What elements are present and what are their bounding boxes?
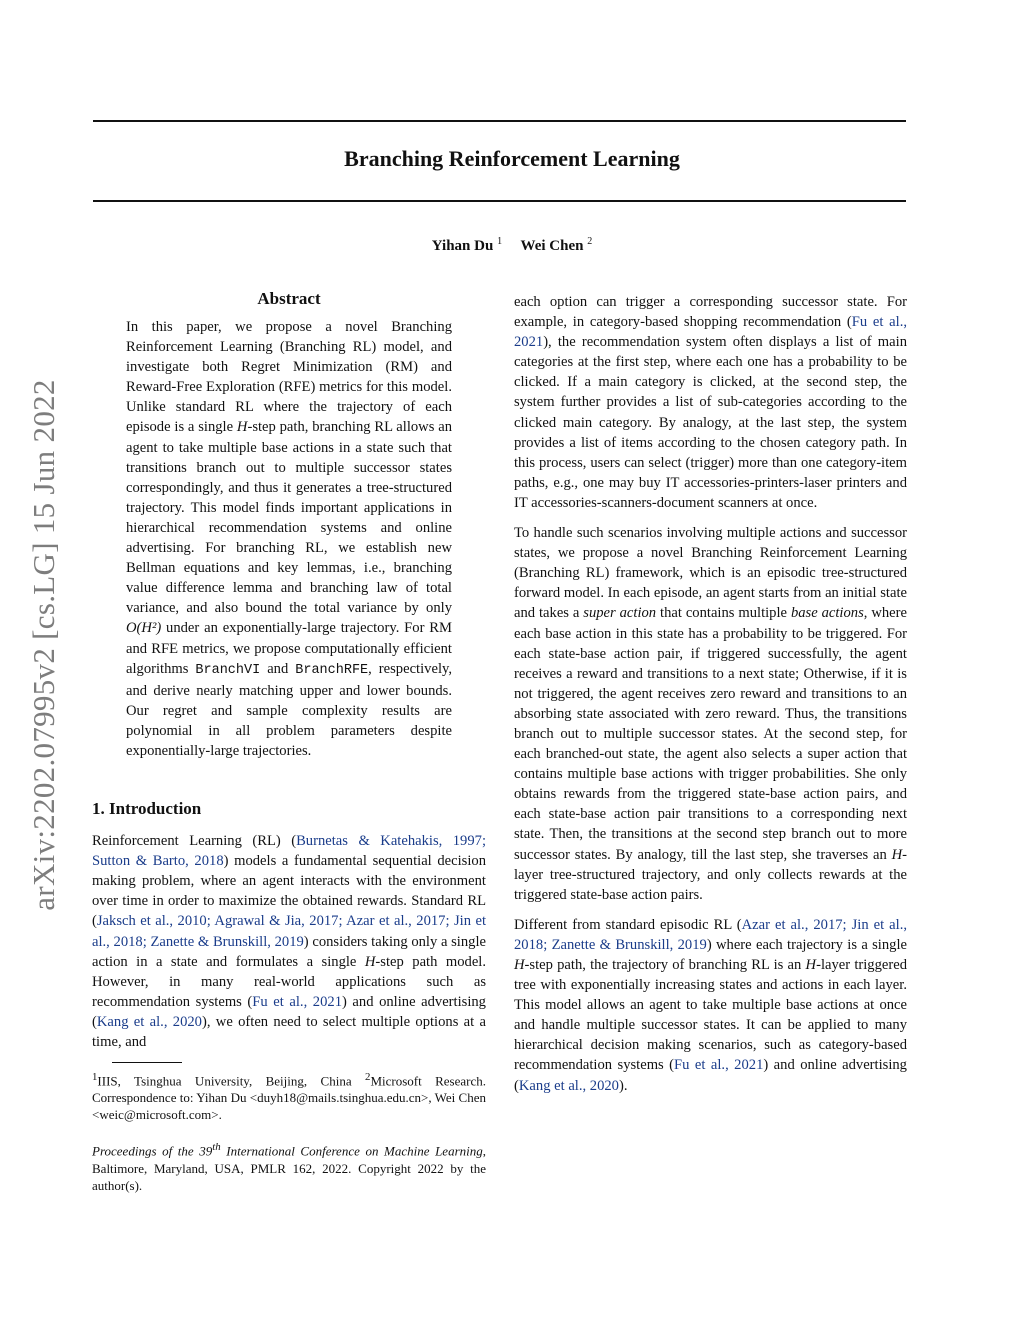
- text-run: Proceedings of the 39: [92, 1143, 213, 1159]
- text-run: H: [236, 419, 248, 436]
- right-column: [514, 292, 907, 1106]
- text-run: -layer triggered tree with exponentially increasing states and actions in each layer. This model allows an agent to take multiple base actions at once and handle multiple successor states. It can be applied to many hierarchical decision making scenarios, such as category-based recommendation systems (: [514, 957, 907, 1074]
- text-run: To handle such scenarios involving multiple actions and successor states, we propose a novel Branching Reinforcement Learning (Branching RL) framework, which is an episodic tree-structured forward model. In each episode, an agent starts from an initial state and takes a: [514, 525, 907, 622]
- left-column: [92, 287, 486, 1194]
- citation-link[interactable]: Kang et al., 2020: [96, 1013, 202, 1030]
- citation-link[interactable]: Jaksch et al., 2010; Agrawal & Jia, 2017; Azar et al., 2017; Jin et al., 2018; Zanette & Brunskill, 2019: [92, 913, 486, 950]
- text-run: -step path, branching RL allows an agent to take multiple base actions in a state such that transitions branch out to multiple successor states correspondingly, and thus it generates a tree-structured trajectory. This model finds important applications in hierarchical recommendation systems and online advertising. For branching RL, we establish new Bellman equations and key lemmas, i.e., branching value difference lemma and branching law of total variance, and also bound the total variance by only: [126, 419, 452, 617]
- text-run: super action: [583, 605, 657, 622]
- text-run: H: [364, 953, 376, 970]
- text-run: H: [805, 957, 817, 973]
- text-run: , Baltimore, Maryland, USA, PMLR 162, 2022. Copyright 2022 by the author(s).: [92, 1143, 486, 1193]
- author-affiliation-mark: 2: [587, 236, 593, 247]
- text-run: -step path model. However, in many real-world applications such as recommendation systems (: [92, 953, 486, 1010]
- text-run: and: [260, 660, 296, 677]
- body-paragraph: [514, 523, 907, 905]
- text-run: ) where each trajectory is a single: [706, 936, 907, 953]
- text-run: , where each base action in this state has a probability to be triggered. For each state-base action pair, if triggered successfully, the agent receives a reward and transitions to a next state; Otherwise, if it is not triggered, the agent receives zero reward and transitions to an absorbing state associated with zero reward. Thus, the transitions branch out to multiple successor states. At the second step, for each branched-out state, the agent also selects a super action that contains multiple base actions with trigger probabilities. She only obtains rewards from the triggered state-base action pairs, and each state-base action pair transitions to a corresponding next state. Then, the transitions at the second step branch out to more successor states. By analogy, till the last step, she traverses an: [514, 605, 907, 863]
- paper-title: Branching Reinforcement Learning: [344, 146, 680, 171]
- text-run: 2: [365, 1071, 371, 1084]
- citation-link[interactable]: Fu et al., 2021: [252, 993, 342, 1010]
- text-run: that contains multiple: [656, 605, 791, 622]
- text-run: -step path, the trajectory of branching RL is an: [524, 957, 806, 973]
- affiliation-footnote: [92, 1069, 486, 1123]
- text-run: Reinforcement Learning (RL) (: [92, 833, 297, 850]
- abstract-text: [126, 317, 452, 761]
- text-run: In this paper, we propose a novel Branching Reinforcement Learning (Branching RL) model, and investigate both Regret Minimization (RM) and Reward-Free Exploration (RFE) metrics for this model. Unlike standard RL where the trajectory of each episode is a single: [126, 319, 452, 436]
- text-run: H: [891, 846, 903, 863]
- text-run: ) and online advertising (: [92, 993, 486, 1030]
- text-run: ), the recommendation system often displays a list of main categories at the first step, where each one has a probability to be clicked. If a main category is clicked, at the second step, the system further provides a list of sub-categories according to the clicked main category. By analogy, at the last step, the system provides a list of items according to the chosen category path. In this process, users can select (trigger) more than one category-item paths, e.g., one may buy IT accessories-printers-laser printers and IT accessories-scanners-document scanners at once.: [514, 334, 907, 511]
- text-run: ).: [618, 1077, 628, 1094]
- text-run: International Conference on Machine Learning: [220, 1143, 483, 1159]
- section-heading-introduction: 1. Introduction: [92, 799, 202, 819]
- text-run: ) models a fundamental sequential decision making problem, where an agent interacts with the environment over time in order to maximize the obtained rewards. Standard RL (: [92, 853, 487, 930]
- text-run: H: [514, 957, 525, 973]
- proceedings-note: [92, 1139, 486, 1193]
- text-run: under an exponentially-large trajectory. For RM and RFE metrics, we propose computationally efficient algorithms: [126, 620, 452, 677]
- body-paragraph: [514, 915, 907, 1096]
- arxiv-identifier: arXiv:2202.07995v2 [cs.LG] 15 Jun 2022: [26, 379, 61, 911]
- text-run: -layer tree-structured trajectory, and only collects rewards at the triggered state-base action pairs.: [514, 846, 907, 903]
- text-run: Microsoft Research. Correspondence to: Yihan Du <duyh18@mails.tsinghua.edu.cn>, Wei Chen <weic@microsoft.com>.: [92, 1073, 486, 1123]
- text-run: , respectively, and derive nearly matching upper and lower bounds. Our regret and sample complexity results are polynomial in all problem parameters despite exponentially-large trajectories.: [126, 660, 452, 759]
- algorithm-name: BranchVI: [195, 662, 261, 678]
- author-name: Yihan Du: [431, 238, 494, 254]
- text-run: base actions: [790, 605, 864, 622]
- citation-link[interactable]: Kang et al., 2020: [518, 1077, 619, 1094]
- text-run: ), we often need to select multiple options at a time, and: [92, 1013, 487, 1050]
- title-rule-top: [93, 120, 906, 122]
- body-paragraph: [514, 292, 907, 513]
- citation-link[interactable]: Fu et al., 2021: [514, 314, 907, 351]
- author-list: [0, 236, 1024, 255]
- abstract-heading: Abstract: [257, 289, 321, 308]
- citation-link[interactable]: Burnetas & Katehakis, 1997; Sutton & Barto, 2018: [92, 833, 487, 870]
- text-run: ) considers taking only a single action in a state and formulates a single: [92, 933, 486, 970]
- title-rule-bottom: [93, 200, 906, 202]
- text-run: Different from standard episodic RL (: [514, 916, 742, 933]
- author-affiliation-mark: 1: [497, 236, 503, 247]
- footnote-divider: [112, 1062, 182, 1063]
- algorithm-name: BranchRFE: [295, 662, 369, 678]
- text-run: IIIS, Tsinghua University, Beijing, China: [97, 1073, 366, 1089]
- text-run: each option can trigger a corresponding successor state. For example, in category-based shopping recommendation (: [514, 294, 907, 331]
- text-run: O(H²): [126, 620, 162, 637]
- author-name: Wei Chen: [520, 238, 584, 254]
- text-run: 1: [92, 1071, 98, 1084]
- intro-paragraph: [92, 831, 486, 1052]
- text-run: ) and online advertising (: [514, 1057, 907, 1094]
- citation-link[interactable]: Azar et al., 2017; Jin et al., 2018; Zanette & Brunskill, 2019: [514, 916, 907, 953]
- text-run: th: [212, 1141, 221, 1154]
- citation-link[interactable]: Fu et al., 2021: [674, 1057, 764, 1074]
